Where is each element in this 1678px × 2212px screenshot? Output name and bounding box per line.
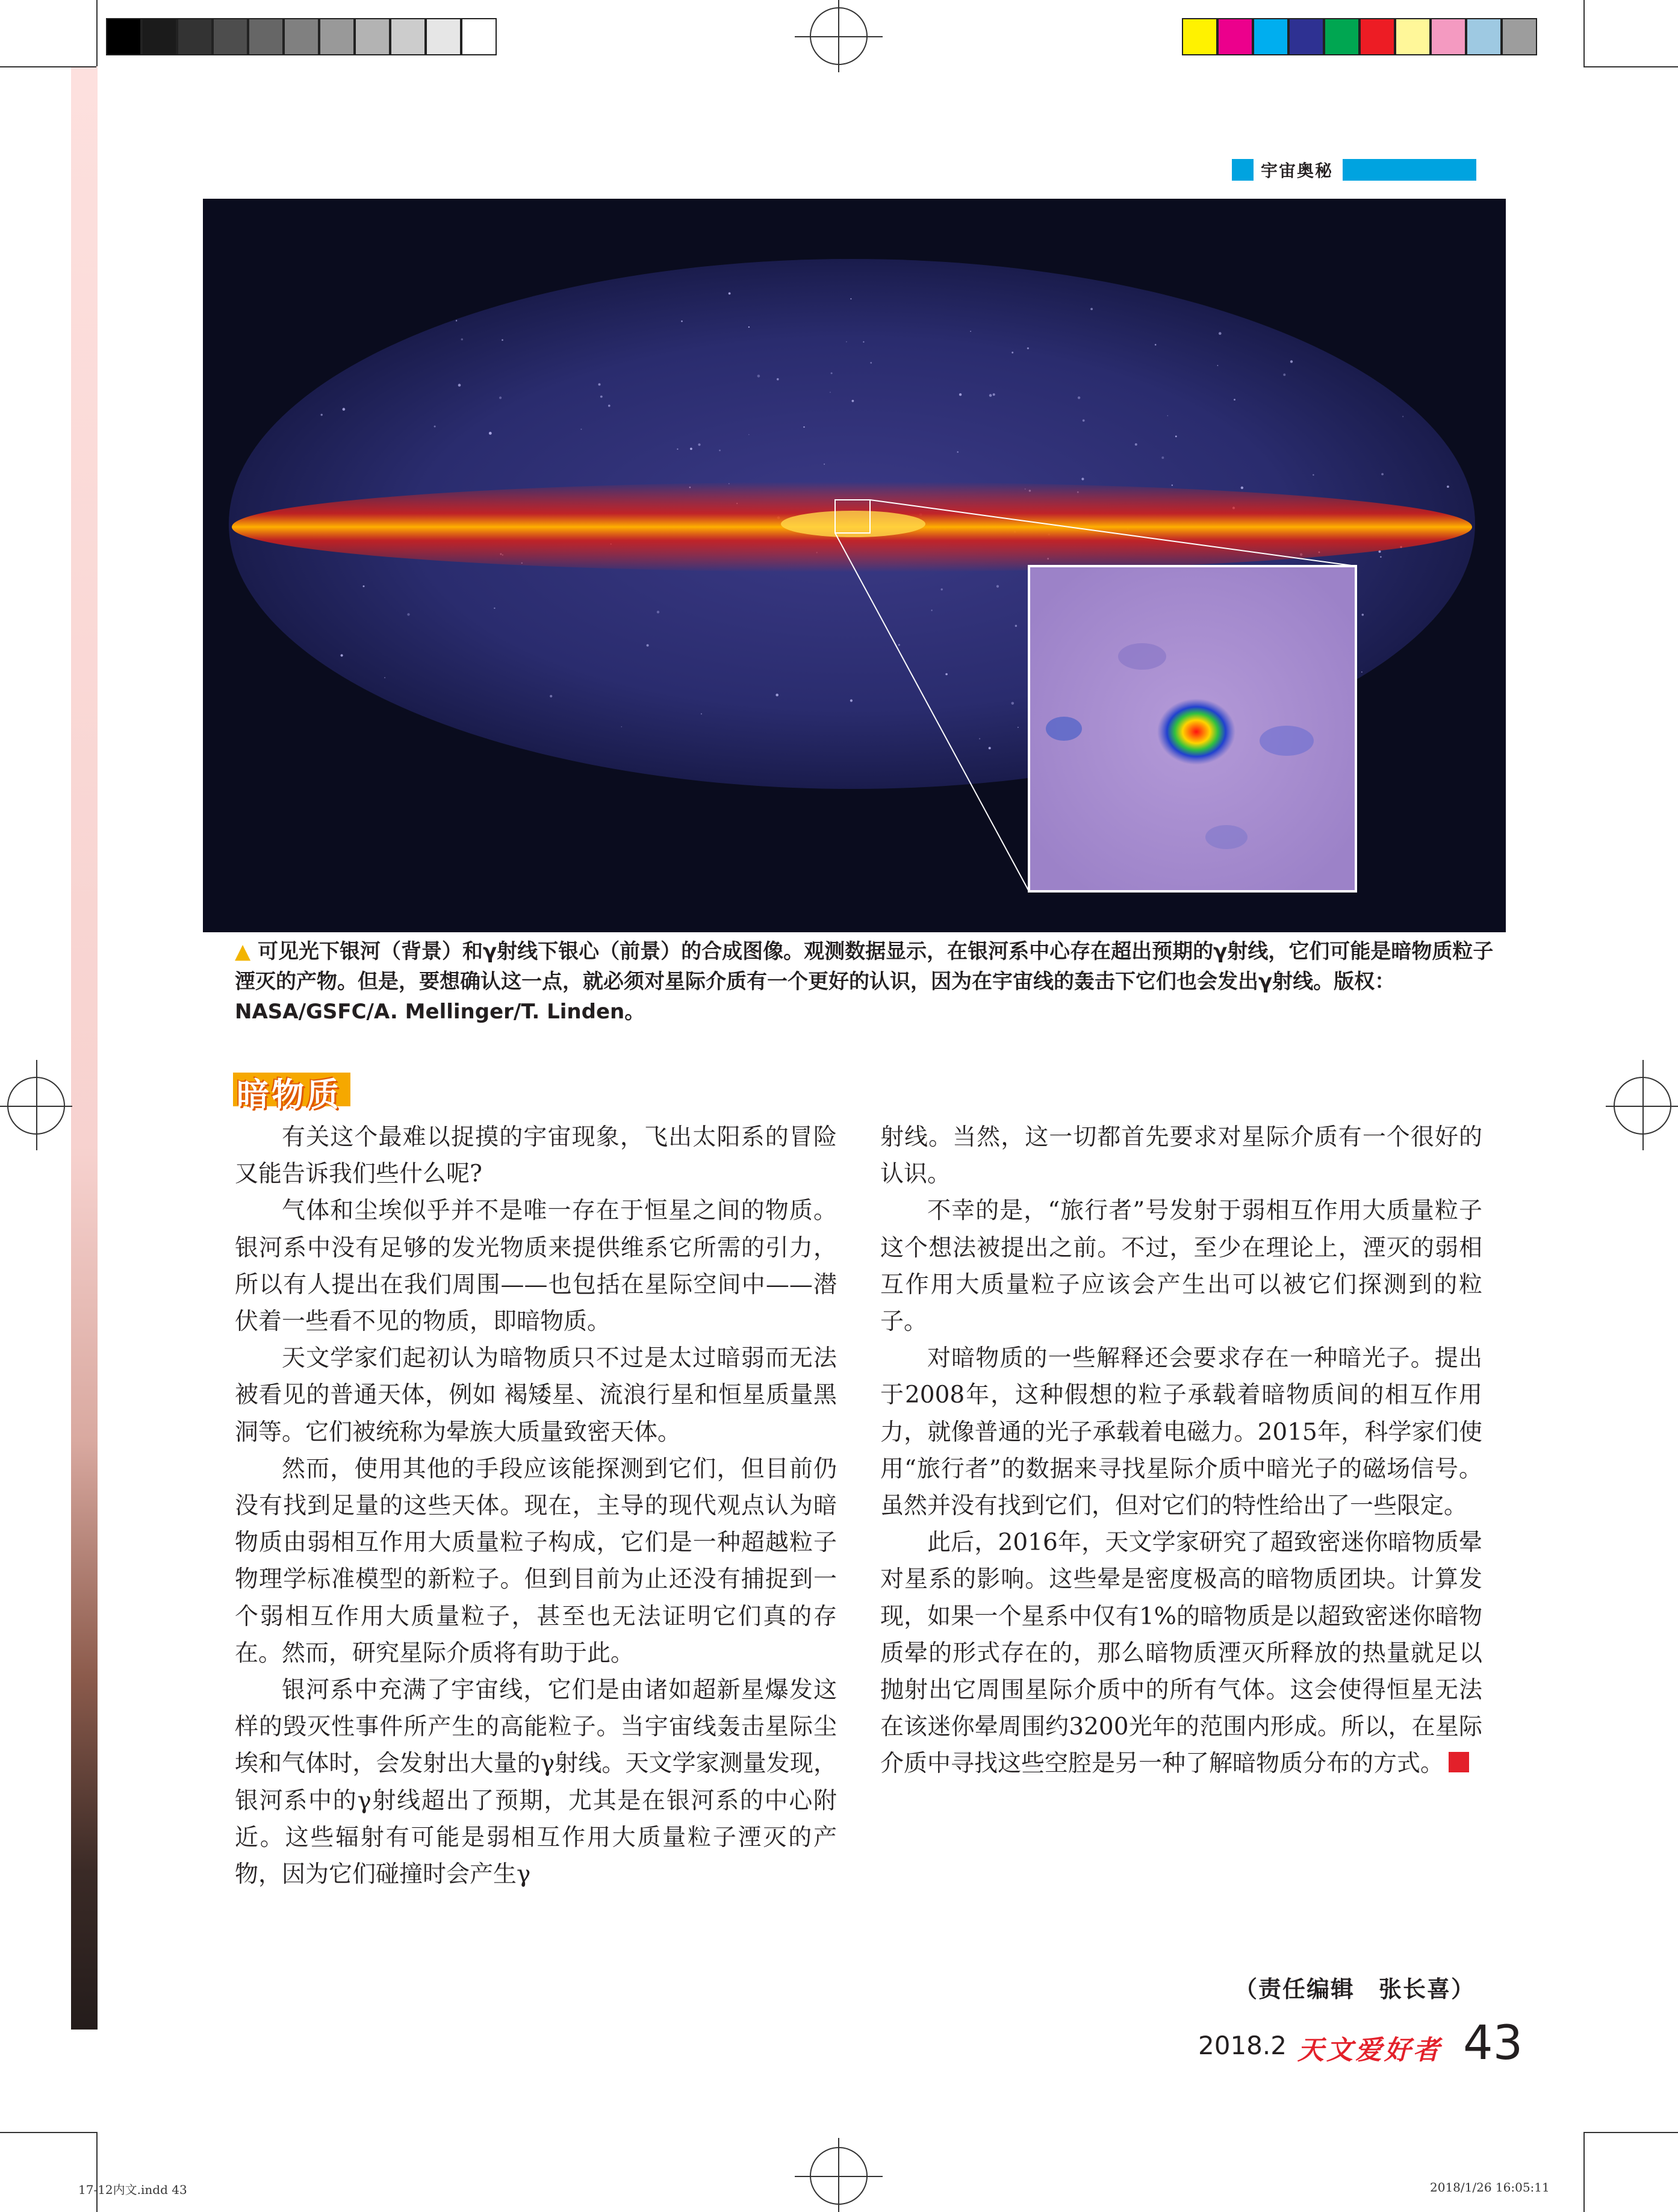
process-swatch	[1324, 18, 1359, 55]
star-dot	[1011, 352, 1013, 354]
star-dot	[1155, 344, 1157, 346]
paragraph: 不幸的是，“旅行者”号发射于弱相互作用大质量粒子这个想法被提出之前。不过，至少在理论上，湮灭的弱相互作用大质量粒子应该会产生出可以被它们探测到的粒子。	[880, 1197, 1482, 1336]
star-dot	[931, 609, 932, 611]
paragraph: 此后，2016年，天文学家研究了超致密迷你暗物质晕对星系的影响。这些晕是密度极高的暗物质团块。计算发现，如果一个星系中仅有1%的暗物质是以超致密迷你暗物质晕的形式存在的，那么暗物质湮灭所释放的热量就足以抛射出它周围星际介质中的所有气体。这会使得恒星无法在该迷你晕周围约3200光年的范围内形成。所以，在星际介质中寻找这些空腔是另一种了解暗物质分布的方式。	[880, 1529, 1482, 1778]
star-dot	[1283, 373, 1285, 376]
gray-swatch	[355, 18, 390, 55]
star-dot	[1217, 365, 1219, 366]
star-dot	[1362, 614, 1364, 616]
star-dot	[1290, 360, 1293, 363]
star-dot	[1018, 727, 1019, 728]
star-dot	[681, 320, 683, 322]
star-dot	[580, 429, 582, 430]
star-dot	[1380, 556, 1382, 558]
star-dot	[775, 694, 778, 697]
star-dot	[777, 378, 779, 381]
star-dot	[1167, 416, 1169, 417]
star-dot	[979, 738, 980, 740]
star-dot	[996, 585, 999, 588]
article-right-column	[880, 1119, 1482, 1783]
star-dot	[898, 644, 900, 646]
star-dot	[1241, 487, 1243, 489]
star-dot	[701, 713, 702, 714]
process-swatch	[1359, 18, 1395, 55]
gray-swatch	[141, 18, 177, 55]
process-swatch	[1253, 18, 1288, 55]
star-dot	[458, 384, 461, 387]
star-dot	[729, 292, 731, 294]
star-dot	[1027, 347, 1029, 349]
star-dot	[846, 341, 847, 343]
star-dot	[959, 393, 962, 396]
star-dot	[803, 426, 804, 428]
star-dot	[647, 644, 649, 647]
paragraph: 银河系中充满了宇宙线，它们是由诸如超新星爆发这样的毁灭性事件所产生的高能粒子。当宇宙线轰击星际尘埃和气体时，会发射出大量的γ射线。天文学家测量发现，银河系中的γ射线超出了预期，尤其是在银河系的中心附近。这些辐射有可能是弱相互作用大质量粒子湮灭的产物，因为它们碰撞时会产生γ	[235, 1677, 837, 1889]
star-dot	[690, 447, 692, 450]
paragraph-continuation: 射线。当然，这一切都首先要求对星际介质有一个很好的认识。	[880, 1124, 1482, 1188]
star-dot	[941, 588, 943, 590]
section-tag	[1232, 159, 1476, 181]
page-number: 43	[1463, 2016, 1523, 2070]
star-dot	[1234, 399, 1235, 400]
process-swatch	[1466, 18, 1502, 55]
galaxy-composite-image	[203, 199, 1506, 932]
star-dot	[1081, 478, 1084, 480]
gray-swatch	[248, 18, 284, 55]
star-dot	[850, 699, 853, 702]
star-dot	[1078, 396, 1080, 399]
paragraph: 天文学家们起初认为暗物质只不过是太过暗弱而无法被看见的普通天体，例如 褐矮星、流浪行星和恒星质量黑洞等。它们被统称为晕族大质量致密天体。	[235, 1345, 837, 1446]
article-left-column	[235, 1119, 837, 1893]
star-dot	[850, 298, 851, 299]
star-dot	[598, 383, 601, 385]
process-swatch	[1431, 18, 1466, 55]
gray-swatch	[284, 18, 319, 55]
process-swatch	[1502, 18, 1537, 55]
star-dot	[489, 432, 492, 435]
star-dot	[494, 608, 495, 609]
star-dot	[748, 434, 750, 435]
star-dot	[1172, 485, 1173, 486]
star-dot	[1090, 308, 1093, 310]
star-dot	[863, 341, 864, 343]
star-dot	[550, 695, 552, 697]
section-bar	[1343, 159, 1476, 181]
star-dot	[870, 362, 872, 364]
gray-swatch	[319, 18, 355, 55]
figure-caption	[235, 936, 1499, 1027]
star-dot	[434, 426, 436, 428]
paragraph: 然而，使用其他的手段应该能探测到它们，但目前仍没有找到足量的这些天体。现在，主导的现代观点认为暗物质由弱相互作用大质量粒子构成，它们是一种超越粒子物理学标准模型的新粒子。但到目前为止还没有捕捉到一个弱相互作用大质量粒子，甚至也无法证明它们真的存在。然而，研究星际介质将有助于此。	[235, 1455, 837, 1667]
star-dot	[852, 400, 854, 402]
star-dot	[499, 396, 502, 399]
section-heading-text: 暗物质	[237, 1076, 341, 1114]
star-dot	[830, 392, 831, 393]
star-dot	[1381, 473, 1384, 476]
star-dot	[719, 450, 721, 452]
star-dot	[621, 726, 623, 727]
print-slug-timestamp: 2018/1/26 16:05:11	[1430, 2180, 1550, 2195]
paragraph: 对暗物质的一些解释还会要求存在一种暗光子。提出于2008年，这种假想的粒子承载着暗物质间的相互作用力，就像普通的光子承载着电磁力。2015年，科学家们使用“旅行者”的数据来寻找星际介质中暗光子的磁场信号。虽然并没有找到它们，但对它们的特性给出了一些限定。	[880, 1345, 1482, 1520]
end-mark-icon	[1449, 1752, 1469, 1772]
star-dot	[600, 396, 603, 398]
star-dot	[1313, 474, 1314, 475]
star-dot	[657, 611, 659, 613]
section-heading	[233, 1069, 353, 1114]
gray-swatch	[106, 18, 141, 55]
gray-swatch	[177, 18, 213, 55]
editor-credit: （责任编辑 张长喜）	[1234, 1976, 1476, 2002]
star-dot	[321, 414, 323, 416]
side-decoration-strip	[71, 66, 98, 2030]
star-dot	[698, 443, 700, 446]
star-dot	[1161, 456, 1164, 459]
section-square-marker	[1232, 159, 1254, 181]
magazine-name: 天文爱好者	[1297, 2035, 1442, 2066]
star-dot	[1219, 332, 1222, 335]
process-swatch	[1182, 18, 1217, 55]
process-swatch	[1217, 18, 1253, 55]
star-dot	[341, 654, 343, 656]
star-dot	[407, 613, 409, 615]
star-dot	[757, 375, 760, 378]
caption-marker-icon: ▲	[235, 939, 251, 964]
paragraph: 气体和尘埃似乎并不是唯一存在于恒星之间的物质。银河系中没有足够的发光物质来提供维系它所需的引力，所以有人提出在我们周围——也包括在星际空间中——潜伏着一些看不见的物质，即暗物质。	[235, 1197, 837, 1336]
gamma-hotspot	[1157, 699, 1235, 765]
process-swatch	[1288, 18, 1324, 55]
star-dot	[1135, 443, 1137, 446]
star-dot	[993, 393, 995, 396]
star-dot	[1447, 485, 1449, 488]
star-dot	[748, 326, 750, 328]
star-dot	[1175, 435, 1177, 437]
star-dot	[363, 585, 365, 587]
gray-swatch	[213, 18, 248, 55]
star-dot	[945, 673, 948, 676]
print-slug-file: 17-12内文.indd 43	[78, 2182, 187, 2197]
star-dot	[989, 394, 992, 397]
star-dot	[957, 451, 959, 453]
issue-date: 2018.2	[1198, 2031, 1287, 2060]
star-dot	[970, 331, 971, 332]
star-dot	[343, 408, 346, 411]
section-label: 宇宙奥秘	[1261, 161, 1334, 181]
star-dot	[1011, 702, 1015, 705]
star-dot	[502, 339, 503, 341]
star-dot	[824, 464, 825, 465]
star-dot	[608, 405, 611, 407]
star-dot	[461, 338, 464, 341]
star-dot	[1083, 419, 1085, 422]
star-dot	[831, 372, 833, 374]
star-dot	[456, 320, 457, 321]
star-dot	[1015, 625, 1017, 627]
paragraph: 有关这个最难以捉摸的宇宙现象，飞出太阳系的冒险又能告诉我们些什么呢?	[235, 1124, 837, 1188]
gray-swatch	[461, 18, 497, 55]
gray-swatch	[390, 18, 426, 55]
star-dot	[1361, 671, 1363, 673]
gray-swatch	[426, 18, 461, 55]
star-dot	[384, 677, 385, 678]
process-swatch	[1395, 18, 1431, 55]
caption-text: 可见光下银河（背景）和γ射线下银心（前景）的合成图像。观测数据显示，在银河系中心存在超出预期的γ射线，它们可能是暗物质粒子湮灭的产物。但是，要想确认这一点，就必须对星际介质有一个更好的认识，因为在宇宙线的轰击下它们也会发出γ射线。版权：NASA/GSFC/A. Mellinger/T. Linden。	[235, 939, 1494, 1024]
star-dot	[1402, 416, 1403, 417]
star-dot	[989, 747, 991, 749]
star-dot	[677, 449, 678, 450]
